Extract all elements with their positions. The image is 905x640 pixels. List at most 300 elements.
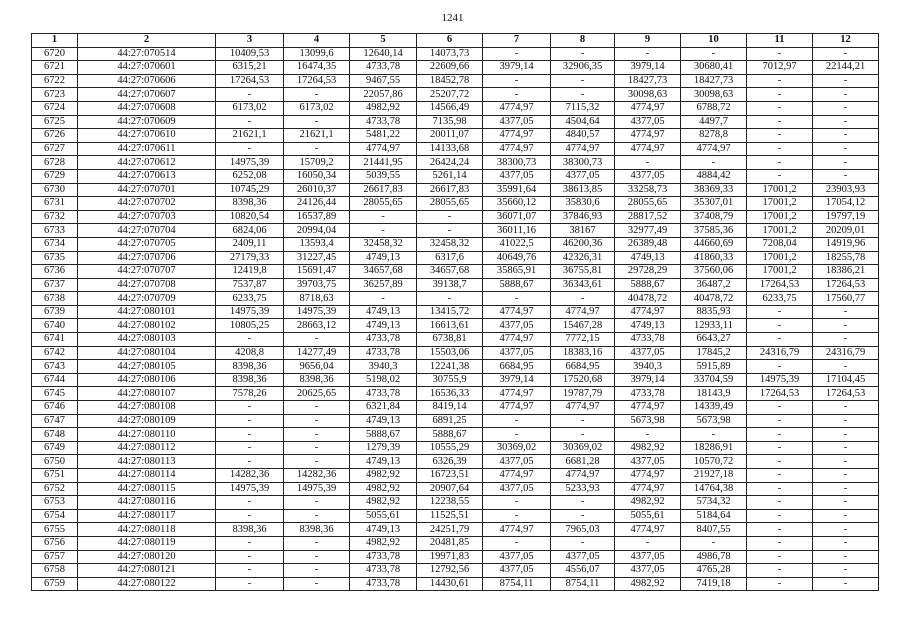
table-cell-col-4: 15709,2 (284, 156, 350, 170)
table-cell-col-8: 32906,35 (551, 61, 615, 75)
table-cell-col-6: 30755,9 (417, 373, 483, 387)
table-cell-col-6: 14073,73 (417, 47, 483, 61)
table-cell-col-3: 21621,1 (216, 129, 284, 143)
table-cell-col-4: - (284, 333, 350, 347)
table-cell-col-2: 44:27:080103 (78, 333, 216, 347)
table-cell-col-9: 32977,49 (615, 224, 681, 238)
table-cell-col-9: 4774,97 (615, 101, 681, 115)
table-cell-col-1: 6749 (32, 441, 78, 455)
table-cell-col-1: 6754 (32, 509, 78, 523)
table-cell-col-5: 1279,39 (350, 441, 417, 455)
table-cell-col-3: 14282,36 (216, 469, 284, 483)
table-cell-col-9: 4774,97 (615, 469, 681, 483)
table-cell-col-3: 7537,87 (216, 278, 284, 292)
table-cell-col-1: 6722 (32, 74, 78, 88)
table-cell-col-12: - (813, 441, 879, 455)
table-cell-col-9: 4377,05 (615, 346, 681, 360)
table-cell-col-8: - (551, 428, 615, 442)
table-cell-col-6: 6891,25 (417, 414, 483, 428)
table-cell-col-8: 4774,97 (551, 401, 615, 415)
table-cell-col-6: 11525,51 (417, 509, 483, 523)
table-cell-col-10: 8278,8 (681, 129, 747, 143)
table-cell-col-8: - (551, 292, 615, 306)
table-cell-col-1: 6747 (32, 414, 78, 428)
table-cell-col-6: 20481,85 (417, 536, 483, 550)
table-cell-col-3: 8398,36 (216, 360, 284, 374)
table-cell-col-9: 4774,97 (615, 523, 681, 537)
table-cell-col-3: - (216, 564, 284, 578)
table-cell-col-8: 4504,64 (551, 115, 615, 129)
table-cell-col-11: 7012,97 (747, 61, 813, 75)
table-cell-col-1: 6738 (32, 292, 78, 306)
table-cell-col-2: 44:27:070709 (78, 292, 216, 306)
table-row (32, 74, 879, 88)
table-cell-col-7: 38300,73 (483, 156, 551, 170)
table-cell-col-10: 30680,41 (681, 61, 747, 75)
table-cell-col-9: - (615, 47, 681, 61)
table-cell-col-5: 5055,61 (350, 509, 417, 523)
table-cell-col-2: 44:27:070610 (78, 129, 216, 143)
table-cell-col-2: 44:27:080101 (78, 305, 216, 319)
table-cell-col-5: - (350, 224, 417, 238)
table-cell-col-10: 18286,91 (681, 441, 747, 455)
table-cell-col-11: - (747, 577, 813, 591)
table-cell-col-3: 8398,36 (216, 197, 284, 211)
table-cell-col-10: 6643,27 (681, 333, 747, 347)
column-header-12: 12 (813, 34, 879, 48)
table-cell-col-5: 22057,86 (350, 88, 417, 102)
table-cell-col-3: 10745,29 (216, 183, 284, 197)
table-cell-col-6: 26424,24 (417, 156, 483, 170)
table-cell-col-10: 21927,18 (681, 469, 747, 483)
table-row (32, 564, 879, 578)
table-cell-col-12: - (813, 305, 879, 319)
table-cell-col-4: 6173,02 (284, 101, 350, 115)
table-cell-col-4: - (284, 550, 350, 564)
table-cell-col-9: 4982,92 (615, 441, 681, 455)
table-cell-col-9: - (615, 536, 681, 550)
table-cell-col-9: - (615, 428, 681, 442)
table-cell-col-7: - (483, 509, 551, 523)
table-cell-col-6: 6317,6 (417, 251, 483, 265)
table-cell-col-8: 30369,02 (551, 441, 615, 455)
table-cell-col-5: 34657,68 (350, 265, 417, 279)
table-cell-col-10: 4774,97 (681, 142, 747, 156)
table-cell-col-1: 6729 (32, 169, 78, 183)
table-cell-col-11: - (747, 455, 813, 469)
table-row (32, 428, 879, 442)
table-cell-col-2: 44:27:070701 (78, 183, 216, 197)
table-cell-col-11: 14975,39 (747, 373, 813, 387)
table-cell-col-7: - (483, 47, 551, 61)
table-cell-col-5: 4733,78 (350, 577, 417, 591)
table-cell-col-11: - (747, 129, 813, 143)
table-cell-col-10: 4986,78 (681, 550, 747, 564)
table-cell-col-11: 17264,53 (747, 387, 813, 401)
table-cell-col-11: - (747, 428, 813, 442)
table-cell-col-3: 6233,75 (216, 292, 284, 306)
table-row (32, 210, 879, 224)
table-cell-col-6: 16536,33 (417, 387, 483, 401)
column-header-11: 11 (747, 34, 813, 48)
table-cell-col-3: 7578,26 (216, 387, 284, 401)
table-cell-col-1: 6751 (32, 469, 78, 483)
table-cell-col-5: 4982,92 (350, 101, 417, 115)
table-cell-col-9: 33258,73 (615, 183, 681, 197)
table-cell-col-10: 5673,98 (681, 414, 747, 428)
table-cell-col-6: 20907,64 (417, 482, 483, 496)
table-cell-col-4: 13099,6 (284, 47, 350, 61)
table-cell-col-8: 15467,28 (551, 319, 615, 333)
table-cell-col-12: 17054,12 (813, 197, 879, 211)
table-cell-col-5: 4982,92 (350, 536, 417, 550)
table-cell-col-12: - (813, 88, 879, 102)
table-cell-col-3: - (216, 536, 284, 550)
table-row (32, 536, 879, 550)
table-cell-col-11: - (747, 469, 813, 483)
table-row (32, 482, 879, 496)
table-cell-col-11: - (747, 142, 813, 156)
table-cell-col-3: 6252,08 (216, 169, 284, 183)
table-cell-col-11: 6233,75 (747, 292, 813, 306)
table-cell-col-8: 38300,73 (551, 156, 615, 170)
table-cell-col-7: - (483, 88, 551, 102)
table-cell-col-12: - (813, 414, 879, 428)
table-cell-col-5: 21441,95 (350, 156, 417, 170)
table-cell-col-4: - (284, 441, 350, 455)
table-cell-col-12: 17264,53 (813, 278, 879, 292)
table-cell-col-4: 31227,45 (284, 251, 350, 265)
table-row (32, 47, 879, 61)
table-cell-col-10: 38369,33 (681, 183, 747, 197)
table-cell-col-2: 44:27:070702 (78, 197, 216, 211)
table-cell-col-7: 30369,02 (483, 441, 551, 455)
table-cell-col-5: 5888,67 (350, 428, 417, 442)
table-row (32, 61, 879, 75)
table-row (32, 441, 879, 455)
table-cell-col-5: 4733,78 (350, 115, 417, 129)
table-cell-col-11: - (747, 523, 813, 537)
table-cell-col-7: 4377,05 (483, 319, 551, 333)
table-cell-col-6: 12238,55 (417, 496, 483, 510)
table-cell-col-5: 28055,65 (350, 197, 417, 211)
table-cell-col-11: 17001,2 (747, 183, 813, 197)
table-cell-col-11: - (747, 550, 813, 564)
table-cell-col-10: 5734,32 (681, 496, 747, 510)
table-cell-col-4: - (284, 536, 350, 550)
table-cell-col-1: 6740 (32, 319, 78, 333)
table-cell-col-11: 24316,79 (747, 346, 813, 360)
table-cell-col-5: 4733,78 (350, 550, 417, 564)
table-cell-col-12: - (813, 482, 879, 496)
table-cell-col-9: 29728,29 (615, 265, 681, 279)
table-cell-col-2: 44:27:080105 (78, 360, 216, 374)
table-cell-col-8: 7772,15 (551, 333, 615, 347)
table-cell-col-12: 17560,77 (813, 292, 879, 306)
table-cell-col-3: - (216, 428, 284, 442)
table-cell-col-7: - (483, 496, 551, 510)
table-cell-col-1: 6750 (32, 455, 78, 469)
table-cell-col-2: 44:27:080109 (78, 414, 216, 428)
table-cell-col-8: 38167 (551, 224, 615, 238)
table-cell-col-10: 44660,69 (681, 237, 747, 251)
table-cell-col-2: 44:27:080122 (78, 577, 216, 591)
table-cell-col-7: 4774,97 (483, 401, 551, 415)
table-cell-col-6: 5888,67 (417, 428, 483, 442)
table-cell-col-10: 4497,7 (681, 115, 747, 129)
table-cell-col-3: 14975,39 (216, 482, 284, 496)
page-number: 1241 (441, 12, 464, 24)
table-cell-col-4: 13593,4 (284, 237, 350, 251)
table-cell-col-7: 3979,14 (483, 61, 551, 75)
table-cell-col-12: 18386,21 (813, 265, 879, 279)
table-cell-col-11: 17001,2 (747, 224, 813, 238)
table-cell-col-5: 4749,13 (350, 455, 417, 469)
table-cell-col-6: 6738,81 (417, 333, 483, 347)
table-body (32, 47, 879, 591)
table-cell-col-5: 4749,13 (350, 305, 417, 319)
table-cell-col-4: 8398,36 (284, 523, 350, 537)
table-cell-col-5: 4749,13 (350, 319, 417, 333)
table-row (32, 197, 879, 211)
table-cell-col-1: 6758 (32, 564, 78, 578)
table-cell-col-9: 4982,92 (615, 577, 681, 591)
table-cell-col-10: - (681, 47, 747, 61)
table-cell-col-8: - (551, 47, 615, 61)
column-header-1: 1 (32, 34, 78, 48)
table-cell-col-11: - (747, 319, 813, 333)
table-cell-col-11: - (747, 509, 813, 523)
column-header-7: 7 (483, 34, 551, 48)
table-cell-col-2: 44:27:070703 (78, 210, 216, 224)
table-cell-col-6: 26617,83 (417, 183, 483, 197)
table-cell-col-1: 6743 (32, 360, 78, 374)
table-cell-col-9: 5673,98 (615, 414, 681, 428)
table-cell-col-6: 6326,39 (417, 455, 483, 469)
table-cell-col-7: 4377,05 (483, 550, 551, 564)
table-cell-col-10: 14764,38 (681, 482, 747, 496)
table-cell-col-4: - (284, 115, 350, 129)
table-cell-col-8: - (551, 509, 615, 523)
table-row (32, 577, 879, 591)
table-cell-col-9: 4733,78 (615, 333, 681, 347)
table-cell-col-5: 5481,22 (350, 129, 417, 143)
table-cell-col-11: - (747, 360, 813, 374)
table-cell-col-9: 4733,78 (615, 387, 681, 401)
table-cell-col-9: 3979,14 (615, 373, 681, 387)
table-cell-col-8: 42326,31 (551, 251, 615, 265)
table-cell-col-2: 44:27:080119 (78, 536, 216, 550)
table-cell-col-12: - (813, 469, 879, 483)
table-cell-col-10: 33704,59 (681, 373, 747, 387)
table-cell-col-10: 8407,55 (681, 523, 747, 537)
table-cell-col-12: - (813, 101, 879, 115)
table-cell-col-2: 44:27:070607 (78, 88, 216, 102)
table-cell-col-2: 44:27:070612 (78, 156, 216, 170)
table-cell-col-10: - (681, 428, 747, 442)
table-row (32, 496, 879, 510)
table-cell-col-1: 6733 (32, 224, 78, 238)
table-cell-col-2: 44:27:070609 (78, 115, 216, 129)
table-cell-col-12: 24316,79 (813, 346, 879, 360)
table-cell-col-7: - (483, 428, 551, 442)
table-cell-col-6: - (417, 224, 483, 238)
table-cell-col-10: 7419,18 (681, 577, 747, 591)
table-cell-col-8: 46200,36 (551, 237, 615, 251)
table-cell-col-11: - (747, 401, 813, 415)
table-cell-col-2: 44:27:080102 (78, 319, 216, 333)
table-cell-col-4: - (284, 401, 350, 415)
table-cell-col-12: - (813, 47, 879, 61)
table-row (32, 251, 879, 265)
table-cell-col-6: 20011,07 (417, 129, 483, 143)
table-cell-col-6: 25207,72 (417, 88, 483, 102)
table-row (32, 401, 879, 415)
table-cell-col-8: - (551, 536, 615, 550)
table-cell-col-7: 40649,76 (483, 251, 551, 265)
table-cell-col-9: 4377,05 (615, 564, 681, 578)
table-cell-col-7: - (483, 292, 551, 306)
table-cell-col-8: 7965,03 (551, 523, 615, 537)
table-cell-col-11: - (747, 101, 813, 115)
table-cell-col-9: 4377,05 (615, 169, 681, 183)
table-cell-col-12: - (813, 115, 879, 129)
table-cell-col-7: 4774,97 (483, 129, 551, 143)
table-cell-col-4: - (284, 509, 350, 523)
table-cell-col-9: 3979,14 (615, 61, 681, 75)
table-cell-col-7: 4774,97 (483, 101, 551, 115)
column-header-5: 5 (350, 34, 417, 48)
table-cell-col-6: 14133,68 (417, 142, 483, 156)
table-cell-col-12: 14919,96 (813, 237, 879, 251)
table-cell-col-11: - (747, 305, 813, 319)
table-cell-col-7: 4774,97 (483, 523, 551, 537)
table-cell-col-6: 12241,38 (417, 360, 483, 374)
table-row (32, 414, 879, 428)
table-row (32, 319, 879, 333)
table-cell-col-12: - (813, 564, 879, 578)
table-cell-col-7: 4774,97 (483, 142, 551, 156)
table-cell-col-5: 4749,13 (350, 523, 417, 537)
table-cell-col-4: - (284, 564, 350, 578)
table-cell-col-5: 32458,32 (350, 237, 417, 251)
table-cell-col-7: 4377,05 (483, 169, 551, 183)
table-row (32, 156, 879, 170)
table-cell-col-5: 6321,84 (350, 401, 417, 415)
table-cell-col-12: - (813, 428, 879, 442)
table-cell-col-3: 12419,8 (216, 265, 284, 279)
table-cell-col-12: 18255,78 (813, 251, 879, 265)
table-cell-col-3: - (216, 496, 284, 510)
table-cell-col-7: 35991,64 (483, 183, 551, 197)
table-cell-col-5: 4733,78 (350, 333, 417, 347)
table-cell-col-10: 4765,28 (681, 564, 747, 578)
column-header-2: 2 (78, 34, 216, 48)
column-header-10: 10 (681, 34, 747, 48)
table-cell-col-3: - (216, 401, 284, 415)
table-cell-col-7: 3979,14 (483, 373, 551, 387)
table-cell-col-6: 15503,06 (417, 346, 483, 360)
table-cell-col-12: - (813, 401, 879, 415)
table-cell-col-9: 5055,61 (615, 509, 681, 523)
table-cell-col-2: 44:27:080106 (78, 373, 216, 387)
table-cell-col-1: 6736 (32, 265, 78, 279)
table-cell-col-3: 6173,02 (216, 101, 284, 115)
table-cell-col-1: 6728 (32, 156, 78, 170)
table-cell-col-1: 6748 (32, 428, 78, 442)
table-cell-col-3: 6315,21 (216, 61, 284, 75)
table-cell-col-9: 4377,05 (615, 115, 681, 129)
table-cell-col-10: 6788,72 (681, 101, 747, 115)
table-cell-col-6: 5261,14 (417, 169, 483, 183)
table-row (32, 142, 879, 156)
table-cell-col-11: - (747, 88, 813, 102)
table-cell-col-2: 44:27:080114 (78, 469, 216, 483)
table-cell-col-4: 15691,47 (284, 265, 350, 279)
table-cell-col-3: - (216, 115, 284, 129)
table-cell-col-7: 4377,05 (483, 564, 551, 578)
table-cell-col-10: - (681, 536, 747, 550)
table-cell-col-8: - (551, 414, 615, 428)
table-cell-col-12: 20209,01 (813, 224, 879, 238)
table-cell-col-8: 7115,32 (551, 101, 615, 115)
table-cell-col-9: 18427,73 (615, 74, 681, 88)
table-cell-col-8: 35830,6 (551, 197, 615, 211)
table-cell-col-1: 6724 (32, 101, 78, 115)
table-cell-col-7: - (483, 414, 551, 428)
column-header-6: 6 (417, 34, 483, 48)
table-cell-col-12: - (813, 496, 879, 510)
table-cell-col-4: 24126,44 (284, 197, 350, 211)
table-cell-col-1: 6730 (32, 183, 78, 197)
table-cell-col-9: 28817,52 (615, 210, 681, 224)
table-cell-col-4: 20994,04 (284, 224, 350, 238)
table-cell-col-3: 10409,53 (216, 47, 284, 61)
table-cell-col-8: 4774,97 (551, 142, 615, 156)
table-cell-col-8: 36343,61 (551, 278, 615, 292)
table-cell-col-8: 4377,05 (551, 550, 615, 564)
table-row (32, 88, 879, 102)
table-cell-col-3: 4208,8 (216, 346, 284, 360)
table-cell-col-5: 4749,13 (350, 251, 417, 265)
table-cell-col-1: 6737 (32, 278, 78, 292)
table-cell-col-10: 5184,64 (681, 509, 747, 523)
table-cell-col-1: 6755 (32, 523, 78, 537)
table-cell-col-8: 6684,95 (551, 360, 615, 374)
table-cell-col-7: 36011,16 (483, 224, 551, 238)
table-cell-col-2: 44:27:080121 (78, 564, 216, 578)
table-row (32, 550, 879, 564)
table-cell-col-10: 10570,72 (681, 455, 747, 469)
table-cell-col-12: - (813, 169, 879, 183)
table-cell-col-4: 16050,34 (284, 169, 350, 183)
table-cell-col-5: 4749,13 (350, 414, 417, 428)
table-cell-col-7: - (483, 74, 551, 88)
table-cell-col-3: 17264,53 (216, 74, 284, 88)
table-row (32, 373, 879, 387)
table-row (32, 101, 879, 115)
table-cell-col-11: - (747, 564, 813, 578)
table-cell-col-5: 4982,92 (350, 469, 417, 483)
table-cell-col-9: 4774,97 (615, 305, 681, 319)
table-cell-col-5: 4733,78 (350, 564, 417, 578)
table-cell-col-4: 9656,04 (284, 360, 350, 374)
table-cell-col-11: 17264,53 (747, 278, 813, 292)
table-cell-col-5: - (350, 210, 417, 224)
table-cell-col-6: 39138,7 (417, 278, 483, 292)
table-cell-col-6: 24251,79 (417, 523, 483, 537)
table-cell-col-11: - (747, 414, 813, 428)
